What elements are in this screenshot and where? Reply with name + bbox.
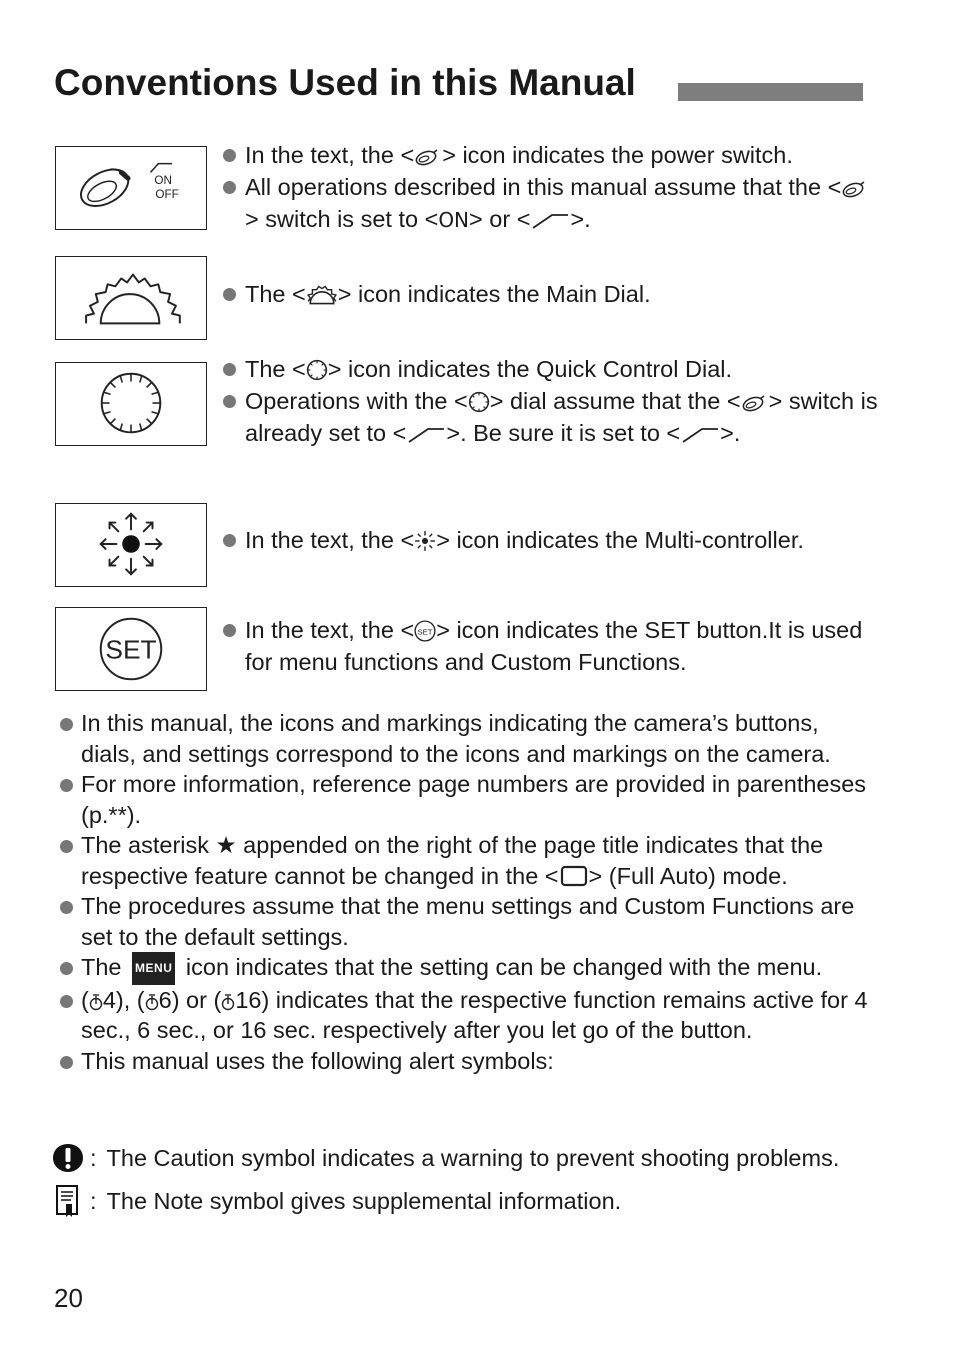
- on-label: ON: [154, 174, 172, 188]
- bullet-quick-dial-1: The < > icon indicates the Quick Control Dial.: [221, 353, 881, 385]
- quick-control-dial-icon: [306, 359, 328, 381]
- page-title: Conventions Used in this Manual: [54, 62, 636, 103]
- off-label: OFF: [155, 187, 179, 201]
- bullet-quick-dial-2: Operations with the < > dial assume that the < > switch is already set to < >. Be sure it is set to < >.: [221, 385, 881, 449]
- multi-controller-icon: [414, 530, 436, 552]
- lock-slash-icon: [530, 211, 570, 231]
- bullet-main-dial-1: The < > icon indicates the Main Dial.: [221, 278, 881, 310]
- note-timers: ( 4), ( 6) or ( 16) indicates that the respective function remains active for 4 sec., 6 sec., or 16 sec. respectively after you let go of the button.: [58, 985, 878, 1046]
- timer-icon: [89, 992, 103, 1012]
- note-alert: : The Note symbol gives supplemental information.: [52, 1184, 621, 1218]
- note-asterisk: The asterisk ★ appended on the right of the page title indicates that the respective feature cannot be changed in the < > (Full Auto) mode.: [58, 830, 878, 891]
- note-menu-icon: The MENU icon indicates that the setting can be changed with the menu.: [58, 952, 878, 985]
- on-label: ON: [438, 208, 470, 232]
- note-page-references: For more information, reference page numbers are provided in parentheses (p.**).: [58, 769, 878, 830]
- lock-slash-icon: [680, 425, 720, 445]
- set-button-bullets: [221, 614, 881, 678]
- note-alert-symbols: This manual uses the following alert symbols:: [58, 1046, 878, 1077]
- note-icons-markings: In this manual, the icons and markings indicating the camera’s buttons, dials, and settings correspond to the icons and markings on the camera.: [58, 708, 878, 769]
- power-switch-icon: [841, 179, 869, 199]
- set-button-icon-box: [55, 607, 207, 691]
- power-switch-bullets: [221, 139, 881, 236]
- power-switch-icon: [414, 147, 442, 167]
- set-label: SET: [105, 634, 157, 665]
- multi-controller-bullets: [221, 524, 881, 556]
- quick-control-dial-icon: [468, 391, 490, 413]
- timer-icon: [145, 992, 159, 1012]
- note-default-settings: The procedures assume that the menu settings and Custom Functions are set to the default settings.: [58, 891, 878, 952]
- quick-dial-bullets: [221, 353, 881, 449]
- page-number: 20: [54, 1283, 83, 1313]
- bullet-power-1: In the text, the < > icon indicates the power switch.: [221, 139, 881, 171]
- bullet-multi-1: In the text, the < > icon indicates the Multi-controller.: [221, 524, 881, 556]
- quick-control-dial-icon-box: [55, 362, 207, 446]
- set-button-icon: [56, 608, 206, 690]
- main-dial-icon: [306, 284, 338, 306]
- bullet-set-1: In the text, the < > icon indicates the SET button.It is used for menu functions and Custom Functions.: [221, 614, 881, 678]
- caution-alert: : The Caution symbol indicates a warning to prevent shooting problems.: [52, 1143, 839, 1173]
- timer-icon: [221, 992, 235, 1012]
- main-dial-icon: [56, 257, 206, 339]
- power-switch-icon-box: [55, 146, 207, 230]
- quick-control-dial-icon: [56, 363, 206, 445]
- lock-slash-icon: [406, 425, 446, 445]
- power-switch-icon: [741, 393, 769, 413]
- note-icon: [52, 1184, 84, 1218]
- multi-controller-icon: [56, 504, 206, 586]
- general-notes: [58, 708, 878, 1076]
- full-auto-icon: [559, 865, 589, 887]
- menu-icon: MENU: [132, 952, 175, 985]
- title-bar-decoration: [678, 83, 863, 101]
- bullet-power-2: All operations described in this manual assume that the <> switch is set to <ON> or < >.: [221, 171, 881, 236]
- power-switch-icon: [56, 147, 206, 229]
- main-dial-icon-box: [55, 256, 207, 340]
- caution-icon: [52, 1143, 84, 1173]
- note-text: The Note symbol gives supplemental information.: [106, 1187, 622, 1214]
- set-button-icon: [414, 620, 436, 642]
- multi-controller-icon-box: [55, 503, 207, 587]
- asterisk-star-icon: ★: [215, 832, 237, 858]
- caution-text: The Caution symbol indicates a warning to prevent shooting problems.: [106, 1144, 840, 1171]
- main-dial-bullets: [221, 278, 881, 310]
